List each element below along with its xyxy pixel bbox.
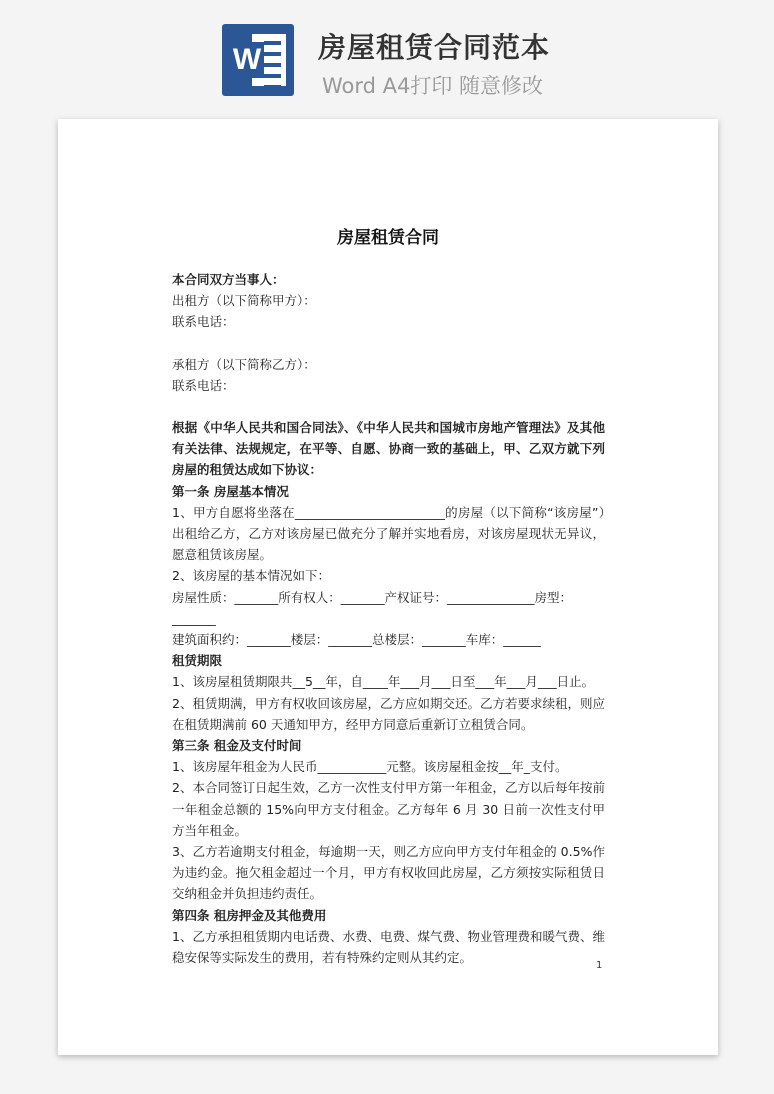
lease-term-heading: 租赁期限 — [172, 653, 223, 669]
article-1-clause-2: 2、该房屋的基本情况如下： — [172, 568, 330, 584]
article-4-clause-1: 1、乙方承担租赁期内电话费、水费、电费、煤气费、物业管理费和暖气费、维稳安保等实际发生的费用，若有特殊约定则从其约定。 — [172, 928, 605, 966]
lessor-line: 出租方（以下简称甲方）： — [172, 293, 316, 309]
property-details-line-1: 房屋性质：_______所有权人：_______产权证号：______________房型：_______ — [172, 589, 573, 626]
article-4-heading: 第四条 租房押金及其他费用 — [172, 907, 327, 923]
word-letter: W — [230, 42, 264, 78]
word-icon — [222, 24, 294, 96]
lessee-line: 承租方（以下简称乙方）： — [172, 356, 316, 372]
preamble-paragraph: 根据《中华人民共和国合同法》、《中华人民共和国城市房地产管理法》及其他有关法律、法规规定，在平等、自愿、协商一致的基础上，甲、乙双方就下列房屋的租赁达成如下协议： — [172, 420, 605, 478]
article-3-clause-3: 3、乙方若逾期支付租金，每逾期一天，则乙方应向甲方支付年租金的 0.5%作为违约金。拖欠租金超过一个月，甲方有权收回此房屋，乙方须按实际租赁日交纳租金并负担违约责任。 — [172, 844, 605, 902]
lease-term-clause-2: 2、租赁期满，甲方有权收回该房屋，乙方应如期交还。乙方若要求续租，则应在租赁期满前 60 天通知甲方，经甲方同意后重新订立租赁合同。 — [172, 695, 605, 732]
page-number: 1 — [596, 960, 603, 971]
document-body — [172, 269, 605, 968]
document-title: 房屋租赁合同 — [337, 228, 439, 248]
lessor-phone-line: 联系电话： — [172, 314, 235, 330]
article-1-clause-1: 1、甲方自愿将坐落在________________________的房屋（以下简称“该房屋”）出租给乙方，乙方对该房屋已做充分了解并实地看房，对该房屋现状无异议，愿意租赁该房屋。 — [172, 504, 605, 563]
document-page — [58, 119, 718, 1055]
lessee-phone-line: 联系电话： — [172, 377, 235, 393]
lease-term-clause-1: 1、该房屋租赁期限共__5__年，自____年___月___日至___年___月___日止。 — [172, 674, 595, 690]
article-1-heading: 第一条 房屋基本情况 — [172, 483, 289, 499]
article-3-heading: 第三条 租金及支付时间 — [172, 738, 302, 754]
banner — [0, 0, 774, 118]
property-details-line-2: 建筑面积约：_______楼层：_______总楼层：_______车库：______ — [172, 632, 541, 648]
parties-heading: 本合同双方当事人： — [172, 272, 285, 287]
article-3-clause-1: 1、该房屋年租金为人民币___________元整。该房屋租金按__年_支付。 — [172, 759, 568, 775]
banner-title: 房屋租赁合同范本 — [318, 31, 551, 64]
article-3-clause-2: 2、本合同签订日起生效，乙方一次性支付甲方第一年租金，乙方以后每年按前一年租金总额的 15%向甲方支付租金。乙方每年 6 月 30 日前一次性支付甲方当年租金。 — [172, 780, 605, 838]
banner-subtitle: Word A4打印 随意修改 — [322, 74, 544, 98]
